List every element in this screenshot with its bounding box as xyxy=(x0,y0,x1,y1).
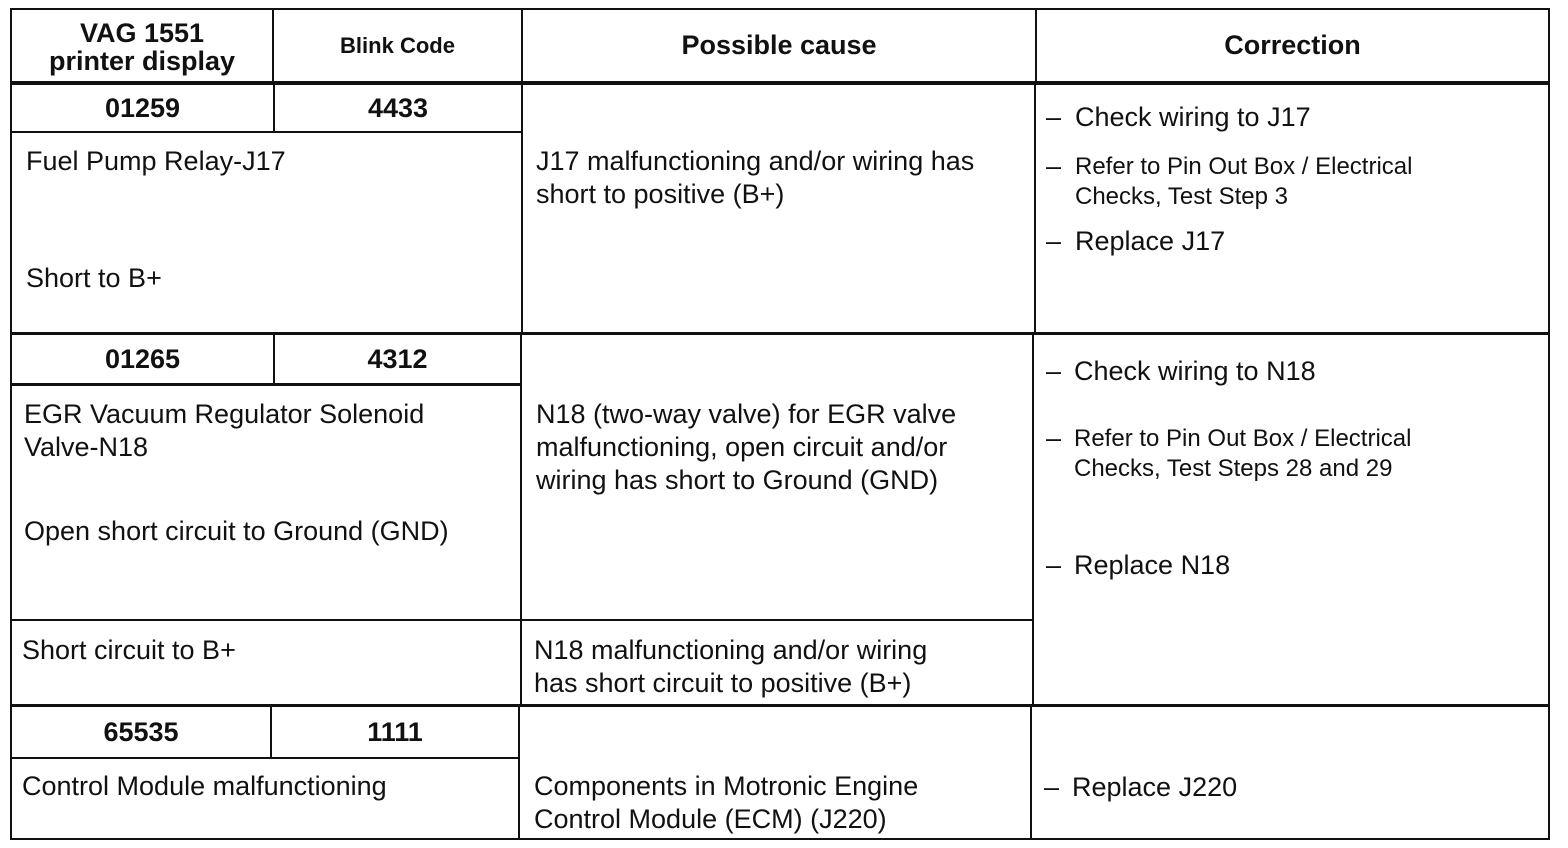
r1-correction-1: Check wiring to J17 xyxy=(1075,102,1311,132)
r2-col4-divider xyxy=(1032,334,1034,706)
header-blink-code: Blink Code xyxy=(340,33,455,58)
r3-code-underline xyxy=(10,757,520,759)
r1-col4-divider xyxy=(1034,85,1036,333)
r1-bottom xyxy=(10,332,1550,335)
r1-blink-code: 4433 xyxy=(367,93,429,123)
r2-corr2-dash: – xyxy=(1046,423,1062,453)
r3-blink-code: 1111 xyxy=(367,717,423,747)
r2-correction-3: Replace N18 xyxy=(1074,550,1231,580)
r3-corr1-dash: – xyxy=(1044,772,1060,802)
r3-cause: Components in Motronic Engine Control Module (ECM) (J220) xyxy=(534,771,919,834)
r1-code-underline xyxy=(10,131,522,133)
r2-cause-2: N18 malfunctioning and/or wiring has short circuit to positive (B+) xyxy=(534,635,928,698)
r3-component: Control Module malfunctioning xyxy=(22,771,387,801)
table-border-top xyxy=(10,8,1550,10)
r2-cause: N18 (two-way valve) for EGR valve malfunctioning, open circuit and/or wiring has short to Ground (GND) xyxy=(536,399,957,495)
r1-correction-2: Refer to Pin Out Box / Electrical Checks, Test Step 3 xyxy=(1075,153,1413,210)
r2-corr1-dash: – xyxy=(1046,356,1062,386)
r2-condition: Open short circuit to Ground (GND) xyxy=(24,516,449,546)
r2-code-underline xyxy=(10,383,522,386)
r2-col3-divider xyxy=(520,334,522,706)
r3-col3-divider xyxy=(518,706,520,840)
r2-blink-code: 4312 xyxy=(367,344,428,374)
r2-corr3-dash: – xyxy=(1046,550,1062,580)
r3-correction-1: Replace J220 xyxy=(1072,772,1238,802)
r2-bottom xyxy=(10,704,1550,707)
r3-printer-code: 65535 xyxy=(103,717,179,747)
r1-component: Fuel Pump Relay-J17 xyxy=(26,146,286,176)
r3-col4-divider xyxy=(1030,706,1032,840)
r1-corr1-dash: – xyxy=(1046,102,1062,132)
header-separator xyxy=(10,81,1550,85)
header-printer-display: VAG 1551 printer display xyxy=(48,18,236,76)
r1-corr3-dash: – xyxy=(1046,226,1062,256)
r1-correction-3: Replace J17 xyxy=(1075,226,1226,256)
r2-printer-code: 01265 xyxy=(104,344,181,374)
r1-cause: J17 malfunctioning and/or wiring has short to positive (B+) xyxy=(536,146,975,209)
table-border-right xyxy=(1548,8,1550,840)
header-correction: Correction xyxy=(1224,30,1361,60)
r1-printer-code: 01259 xyxy=(104,93,181,123)
r2-correction-1: Check wiring to N18 xyxy=(1074,356,1316,386)
r2-condition-2: Short circuit to B+ xyxy=(22,635,236,665)
r2-subrow-separator xyxy=(10,619,1033,621)
header-possible-cause: Possible cause xyxy=(681,30,877,60)
r2-component: EGR Vacuum Regulator Solenoid Valve-N18 xyxy=(24,399,425,462)
r1-col3-divider xyxy=(521,85,523,333)
r2-correction-2: Refer to Pin Out Box / Electrical Checks, Test Steps 28 and 29 xyxy=(1074,425,1412,482)
table-border-bottom xyxy=(10,838,1550,840)
r1-corr2-dash: – xyxy=(1046,151,1062,181)
r1-condition: Short to B+ xyxy=(26,263,162,293)
